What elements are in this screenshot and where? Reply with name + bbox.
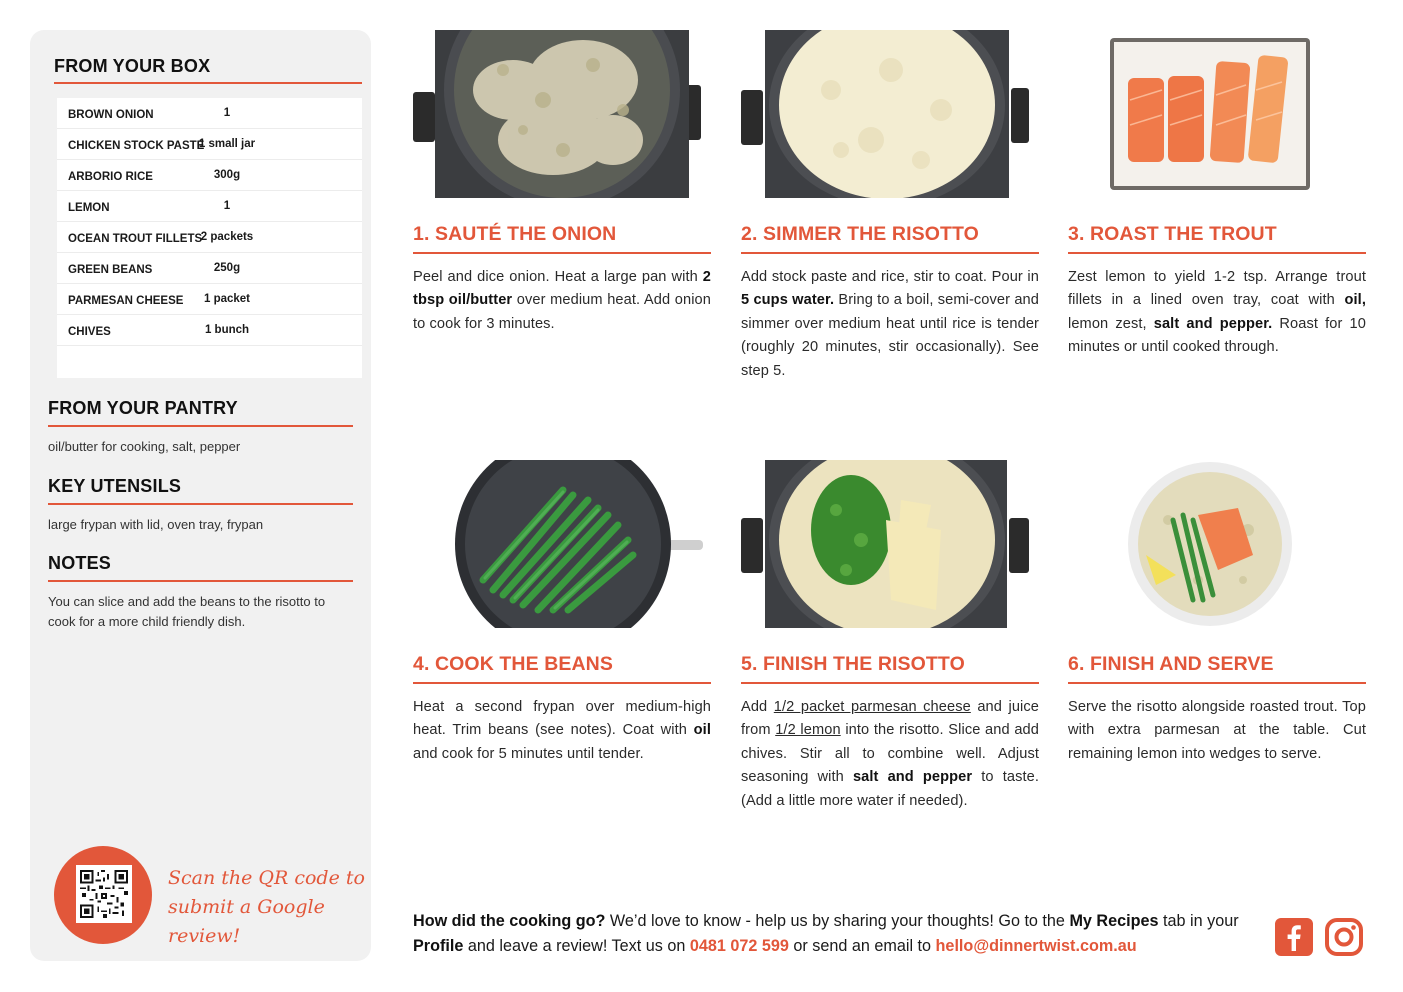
underlined-text: 1/2 packet parmesan cheese [773,699,971,715]
text-run: and juice from [741,699,1039,739]
underlined-text: 1/2 lemon [775,722,841,739]
text-run: Zest lemon to yield 1-2 tsp. Arrange trout fillets in a lined oven tray, coat with [1068,269,1366,309]
step-instructions [741,266,1039,383]
text-run: or send an email to [788,937,936,955]
text-run: and cook for 5 minutes until tender. [413,745,644,762]
divider [1068,252,1366,254]
step-photo-beans-frypan [413,460,711,628]
text-run: Add stock paste and rice, stir to coat. Pour in [741,269,1039,285]
text-run: Serve the risotto alongside roasted trout. Top with extra parmesan at the table. Cut remaining lemon into wedges to serve. [1068,699,1366,762]
step-instructions [741,696,1039,813]
ingredient-row [57,129,362,160]
qr-badge[interactable] [54,846,152,944]
notes-title: NOTES [48,553,112,573]
step-photo-onion-pan [413,30,711,198]
divider [413,252,711,254]
ingredient-qty: 1 [223,107,231,119]
ingredient-qty: 1 packet [203,293,251,305]
text-run: and leave a review! Text us on [463,937,690,955]
step-title: 1. SAUTÉ THE ONION [413,223,617,245]
ingredient-name: CHIVES [68,326,111,338]
text-run: Bring to a boil, semi-cover and simmer over medium heat until rice is tender (roughly 20 minutes, stir occasionally). See step 5. [741,292,1039,379]
bold-text: oil [693,722,711,739]
text-run: tab in your [1158,912,1239,930]
step-title: 4. COOK THE BEANS [413,653,613,675]
ingredient-row [57,191,362,222]
utensils-section [48,476,353,535]
text-run: into the risotto. Slice and add chives. Stir all to combine well. Adjust seasoning with [741,722,1039,786]
ingredient-qty: 1 small jar [198,138,256,150]
divider [48,580,353,582]
step-photo-trout-tray [1068,30,1366,198]
ingredient-name: ARBORIO RICE [68,171,153,183]
utensils-text: large frypan with lid, oven tray, frypan [48,517,264,532]
bold-text: salt and pepper. [1153,315,1273,332]
ingredient-name: CHICKEN STOCK PASTE [68,140,205,152]
ingredient-qty: 300g [213,169,241,181]
bold-text: How did the cooking go? [413,912,606,930]
contact-link[interactable]: hello@dinnertwist.com.au [935,937,1137,955]
notes-text: You can slice and add the beans to the risotto to cook for a more child friendly dish. [48,594,326,629]
review-footer [413,909,1263,959]
ingredient-qty: 1 bunch [204,324,250,336]
step-instructions [1068,266,1366,360]
text-run: lemon zest, [1068,315,1154,332]
text-run: over medium heat. Add onion to cook for 3 minutes. [413,292,711,332]
ingredients-sidebar [30,30,371,961]
divider [413,682,711,684]
step-photo-risotto-pot [741,30,1039,198]
qr-text-line: submit a Google review! [168,896,325,947]
ingredient-row [57,160,362,191]
step-instructions [1068,696,1366,766]
bold-text: 2 tbsp oil/butter [413,269,711,309]
ingredient-qty: 250g [213,262,241,274]
notes-section [48,553,353,632]
divider [741,682,1039,684]
step-title: 3. ROAST THE TROUT [1068,223,1277,245]
text-run: Peel and dice onion. Heat a large pan with [413,269,703,285]
bold-text: Profile [413,937,464,955]
ingredient-row [57,284,362,315]
ingredient-row [57,98,362,129]
ingredient-qty: 1 [223,200,231,212]
text-run: Heat a second frypan over medium-high heat. Trim beans (see notes). Coat with [413,699,711,739]
step-photo-finished-risotto-pot [741,460,1039,628]
text-run: We’d love to know - help us by sharing your thoughts! Go to the [605,912,1070,930]
pantry-text: oil/butter for cooking, salt, pepper [48,439,241,454]
ingredients-table [57,98,362,378]
ingredient-name: PARMESAN CHEESE [68,295,184,307]
step-instructions [413,696,711,766]
instagram-icon[interactable] [1325,918,1363,956]
text-run: Add [741,699,774,715]
ingredient-name: OCEAN TROUT FILLETS [68,233,203,245]
step-title: 6. FINISH AND SERVE [1068,653,1274,675]
bold-text: 5 cups water. [741,292,835,309]
from-your-box-title: FROM YOUR BOX [54,56,211,76]
facebook-icon[interactable] [1275,918,1313,956]
text-run: Roast for 10 minutes or until cooked through. [1068,315,1366,356]
step-photo-served-dish [1068,460,1366,628]
contact-link[interactable]: 0481 072 599 [689,937,789,955]
utensils-title: KEY UTENSILS [48,476,182,496]
step-instructions [413,266,711,336]
pantry-title: FROM YOUR PANTRY [48,398,238,418]
ingredient-name: LEMON [68,202,110,214]
text-run: to taste. (Add a little more water if needed). [741,769,1039,809]
pantry-section [48,398,353,457]
qr-code-icon[interactable] [76,865,132,923]
ingredient-qty: 2 packets [200,231,254,243]
divider [1068,682,1366,684]
ingredient-name: GREEN BEANS [68,264,153,276]
qr-review-prompt [168,864,368,951]
qr-text-line: Scan the QR code to [168,867,365,889]
divider [48,503,353,505]
bold-text: salt and pepper [852,769,973,786]
ingredient-row [57,253,362,284]
bold-text: My Recipes [1069,912,1159,930]
ingredient-name: BROWN ONION [68,109,154,121]
ingredient-row [57,315,362,346]
step-title: 5. FINISH THE RISOTTO [741,653,965,675]
divider [741,252,1039,254]
ingredient-row [57,222,362,253]
step-title: 2. SIMMER THE RISOTTO [741,223,979,245]
divider [54,82,362,84]
bold-text: oil, [1344,292,1366,309]
divider [48,425,353,427]
